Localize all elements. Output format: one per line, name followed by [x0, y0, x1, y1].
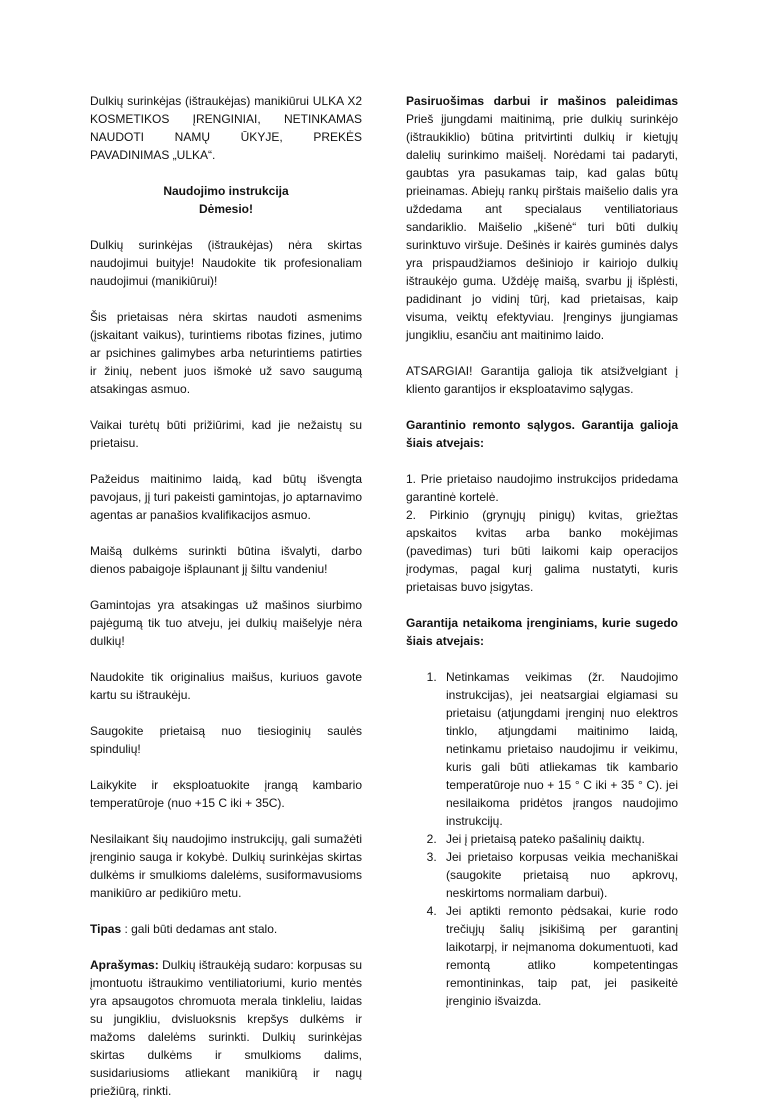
- paragraph-suction: Gamintojas yra atsakingas už mašinos siurbimo pajėgumą tik tuo atveju, jei dulkių maišelyje nėra dulkių!: [90, 598, 362, 648]
- description-label: Aprašymas:: [90, 958, 159, 972]
- paragraph-clean-bag: Maišą dulkėms surinkti būtina išvalyti, darbo dienos pabaigoje išplaunant jį šiltu vandeniu!: [90, 544, 362, 576]
- type-text: : gali būti dedamas ant stalo.: [121, 922, 278, 936]
- list-item: 2. Jei į prietaisą pateko pašalinių daiktų.: [440, 830, 678, 848]
- preparation-text: Prieš įjungdami maitinimą, prie dulkių surinkėjo (ištraukiklio) būtina pritvirtinti dulkių ir kietųjų dalelių surinkimo maišelį. Norėdami tai padaryti, gaubtas yra pasukamas taip, kad galas būtų prieinamas. Abiejų rankų pirštais maišelio dalis yra uždedama ant specialaus ventiliatoriaus sandariklio. Maišelio „kišenė“ turi būti dulkių surinktuvo viršuje. Dešinės ir kairės guminės dalys yra prispaudžiamos dešiniojo ir kairiojo dulkių ištraukėjo guma. Uždėję maišą, svarbu jį išplėsti, padidinant jo vidinį tūrį, kad prietaisas, kaip visuma, veiktų efektyviau. Įrenginys įjungiamas jungikliu, esančiu ant maitinimo laido.: [406, 112, 678, 342]
- warranty-condition-2: 2. Pirkinio (grynųjų pinigų) kvitas, griežtas apskaitos kvitas arba banko mokėjimas (pavedimas) turi būti laikomi kaip operacijos įrodymas, pagal kurį galima nustatyti, kuris prietaisas buvo įsigytas.: [406, 508, 678, 594]
- paragraph-not-household: Dulkių surinkėjas (ištraukėjas) nėra skirtas naudojimui buityje! Naudokite tik profesionaliam naudojimui (manikiūrui)!: [90, 238, 362, 288]
- left-column: [90, 92, 362, 1118]
- list-item: 3. Jei prietaiso korpusas veikia mechaniškai (saugokite prietaisą nuo apkrovų, neskirtoms normaliam darbui).: [440, 848, 678, 902]
- instructions-heading: [90, 182, 362, 218]
- list-item: 1. Netinkamas veikimas (žr. Naudojimo instrukcijas), jei neatsargiai elgiamasi su prietaisu (atjungdami įrenginį nuo elektros tinklo, atjungdami maitinimo laidą, netinkamu prietaiso naudojimu ir veikimu, kuris gali būti atliekamas tik kambario temperatūroje nuo + 15 ° C iki + 35 ° C). jei nesilaikoma pridėtos įrangos naudojimo instrukcijų.: [440, 668, 678, 830]
- paragraph-temperature: Laikykite ir eksploatuokite įrangą kambario temperatūroje (nuo +15 C iki + 35C).: [90, 778, 362, 810]
- paragraph-sunlight: Saugokite prietaisą nuo tiesioginių saulės spindulių!: [90, 724, 362, 756]
- heading-instructions: Naudojimo instrukcija: [163, 184, 289, 198]
- warranty-heading-text: Garantinio remonto sąlygos. Garantija galioja šiais atvejais:: [406, 418, 678, 450]
- paragraph-power-cord: Pažeidus maitinimo laidą, kad būtų išvengta pavojaus, jį turi pakeisti gamintojas, jo aptarnavimo agentas ar panašios kvalifikacijos asmuo.: [90, 472, 362, 522]
- warranty-conditions: [406, 470, 678, 596]
- paragraph-safety: Nesilaikant šių naudojimo instrukcijų, gali sumažėti įrenginio sauga ir kokybė. Dulkių surinkėjas skirtas dulkėms ir smulkioms dalelėms, susiformavusioms manikiūro ar pedikiūro metu.: [90, 832, 362, 900]
- preparation-label: Pasiruošimas darbui ir mašinos paleidimas: [406, 94, 678, 108]
- heading-attention: Dėmesio!: [198, 202, 254, 216]
- warranty-heading: [406, 416, 678, 452]
- paragraph-preparation: [406, 92, 678, 344]
- right-column: [406, 92, 678, 1010]
- paragraph-original-bags: Naudokite tik originalius maišus, kuriuos gavote kartu su ištraukėju.: [90, 670, 362, 702]
- product-intro: Dulkių surinkėjas (ištraukėjas) manikiūrui ULKA X2 KOSMETIKOS ĮRENGINIAI, NETINKAMAS NAUDOTI NAMŲ ŪKYJE, PREKĖS PAVADINIMAS „ULKA“.: [90, 94, 362, 162]
- paragraph-caution: ATSARGIAI! Garantija galioja tik atsižvelgiant į kliento garantijos ir eksploatavimo sąlygas.: [406, 364, 678, 396]
- description-text: Dulkių ištraukėją sudaro: korpusas su įmontuotu ištraukimo ventiliatoriumi, kurio mentės yra apsaugotos chromuota merala tinkleliu, laidas su jungikliu, dvisluoksnis krepšys dulkėms ir mažoms dalelėms surinkti. Dulkių surinkėjas skirtas dulkėms ir smulkioms dalims, susidariusioms atliekant manikiūrą ir nagų priežiūrą, rinkti.: [90, 958, 362, 1098]
- list-item: 4. Jei aptikti remonto pėdsakai, kurie rodo trečiųjų šalių įsikišimą per garantinį laikotarpį, ir neįmanoma dokumentuoti, kad remontą atliko kompetentingas remontininkas, taip pat, jei pasikeitė įrenginio išvaizda.: [440, 902, 678, 1010]
- no-warranty-list: [406, 668, 678, 1010]
- type-label: Tipas: [90, 922, 122, 936]
- no-warranty-heading: [406, 614, 678, 650]
- no-warranty-heading-text: Garantija netaikoma įrenginiams, kurie sugedo šiais atvejais:: [406, 616, 678, 648]
- paragraph-children: Vaikai turėtų būti prižiūrimi, kad jie nežaistų su prietaisu.: [90, 418, 362, 450]
- paragraph-type: [90, 920, 362, 938]
- warranty-condition-1: 1. Prie prietaiso naudojimo instrukcijos pridedama garantinė kortelė.: [406, 472, 678, 504]
- paragraph-not-for-persons: Šis prietaisas nėra skirtas naudoti asmenims (įskaitant vaikus), turintiems ribotas fizines, jutimo ar psichines galimybes arba neturintiems patirties ir žinių, nebent juos išmokė už savo saugumą atsakingas asmuo.: [90, 310, 362, 396]
- paragraph-description: [90, 956, 362, 1100]
